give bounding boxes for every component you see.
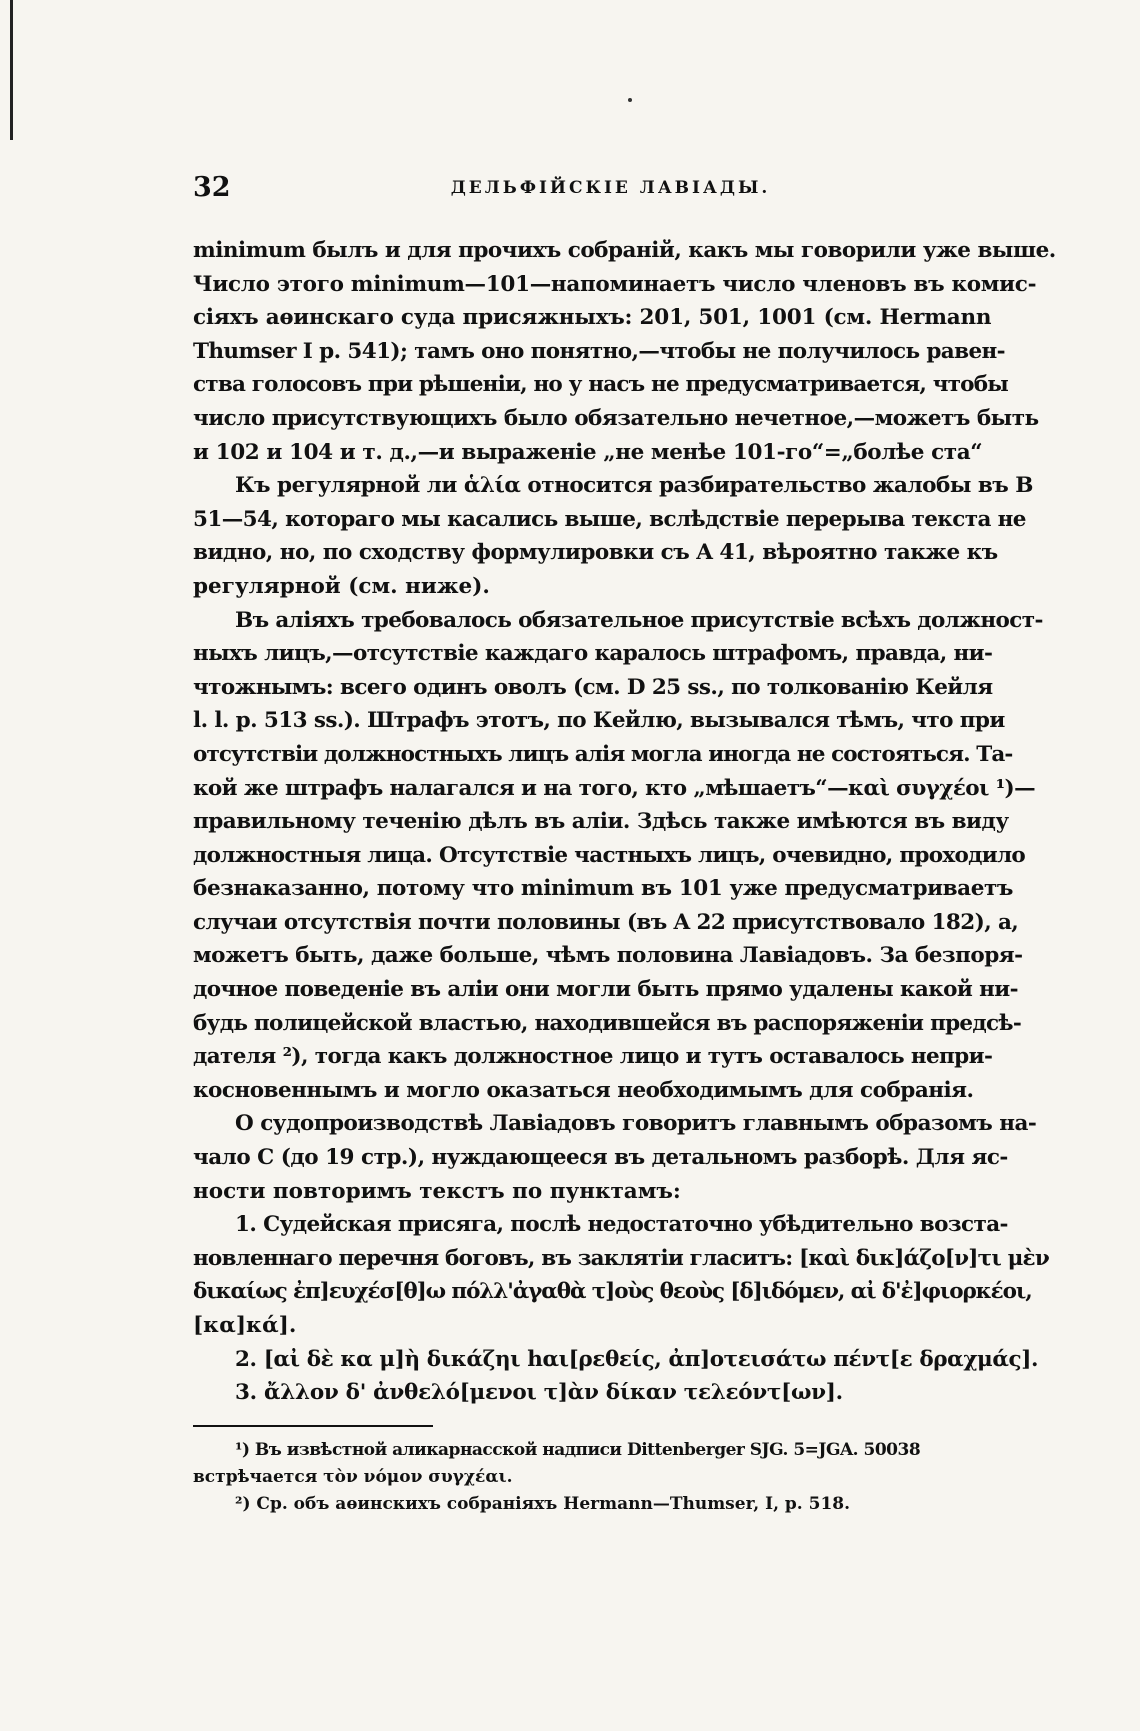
text-line: дочное поведеніе въ аліи они могли быть прямо удалены какой ни- xyxy=(193,977,1018,1003)
text-line: можетъ быть, даже больше, чѣмъ половина Лавіадовъ. За безпоря- xyxy=(193,943,1023,969)
text-line: правильному теченію дѣлъ въ аліи. Здѣсь также имѣются въ виду xyxy=(193,809,1009,835)
page-number: 32 xyxy=(193,172,231,203)
scan-dot xyxy=(628,98,632,102)
body-text xyxy=(193,234,1056,1410)
text-line: δικαίως ἐπ]ευχέσ[θ]ω πόλλ'ἀγαθὰ τ]οὺς θεοὺς [δ]ιδόμεν, αἰ δ'ἐ]φιορκέοι, xyxy=(193,1279,1032,1305)
text-line: Въ аліяхъ требовалось обязательное присутствіе всѣхъ должност- xyxy=(235,607,1043,633)
running-head: ДЕЛЬФІЙСКІЕ ЛАВІАДЫ. xyxy=(450,178,771,198)
text-line: 3. ἄλλον δ' ἀνθελό[μενοι τ]ὰν δίκαν τελεόντ[ων]. xyxy=(235,1380,843,1406)
text-line: число присутствующихъ было обязательно нечетное,—можетъ быть xyxy=(193,405,1039,431)
text-line: 1. Судейская присяга, послѣ недостаточно убѣдительно возста- xyxy=(235,1212,1008,1238)
text-line: 51—54, котораго мы касались выше, вслѣдствіе перерыва текста не xyxy=(193,506,1026,532)
text-line: должностныя лица. Отсутствіе частныхъ лицъ, очевидно, проходило xyxy=(193,842,1026,868)
text-line: дателя ²), тогда какъ должностное лицо и тутъ оставалось непри- xyxy=(193,1044,993,1070)
text-line: [κα]κά]. xyxy=(193,1313,297,1338)
text-line: безнаказанно, потому что minimum въ 101 уже предусматриваетъ xyxy=(193,876,1014,902)
text-line: и 102 и 104 и т. д.,—и выраженіе „не менѣе 101-го“=„болѣе ста“ xyxy=(193,439,983,465)
scan-edge-line xyxy=(10,0,13,140)
text-line: косновеннымъ и могло оказаться необходимымъ для собранія. xyxy=(193,1077,974,1103)
footnote-line: ²) Ср. объ аѳинскихъ собраніяхъ Hermann—Thumser, I, p. 518. xyxy=(235,1494,851,1514)
text-line: будь полицейской властью, находившейся въ распоряженіи предсѣ- xyxy=(193,1010,1022,1036)
text-line: регулярной (см. ниже). xyxy=(193,573,490,599)
text-line: l. l. p. 513 ss.). Штрафъ этотъ, по Кейлю, вызывался тѣмъ, что при xyxy=(193,708,1005,734)
page-header xyxy=(193,172,1028,212)
text-line: minimum былъ и для прочихъ собраній, какъ мы говорили уже выше. xyxy=(193,238,1056,263)
text-line: случаи отсутствія почти половины (въ A 22 присутствовало 182), а, xyxy=(193,909,1019,935)
text-line: новленнаго перечня боговъ, въ заклятіи гласитъ: [καὶ δικ]άζο[ν]τι μὲν xyxy=(193,1245,1049,1271)
text-line: кой же штрафъ налагался и на того, кто „мѣшаетъ“—καὶ συγχέοι ¹)— xyxy=(193,775,1036,801)
text-line: Число этого minimum—101—напоминаетъ число членовъ въ комис- xyxy=(193,271,1037,297)
text-line: сіяхъ аѳинскаго суда присяжныхъ: 201, 501, 1001 (см. Hermann xyxy=(193,305,992,331)
footnotes xyxy=(193,1437,1033,1518)
text-line: О судопроизводствѣ Лавіадовъ говоритъ главнымъ образомъ на- xyxy=(235,1111,1037,1137)
text-line: видно, но, по сходству формулировки съ A 41, вѣроятно также къ xyxy=(193,540,998,566)
footnote-line: встрѣчается τὸν νόμον συγχέαι. xyxy=(193,1467,513,1487)
text-line: 2. [αἰ δὲ κα μ]ὴ δικάζηι hαι[ρεθείς, ἀπ]οτεισάτω πέντ[ε δραχμάς]. xyxy=(235,1346,1039,1372)
text-line: чало C (до 19 стр.), нуждающееся въ детальномъ разборѣ. Для яс- xyxy=(193,1145,1008,1171)
text-line: ства голосовъ при рѣшеніи, но у насъ не предусматривается, чтобы xyxy=(193,372,1008,398)
text-line: отсутствіи должностныхъ лицъ алія могла иногда не состояться. Та- xyxy=(193,741,1013,767)
footnote-rule xyxy=(193,1425,433,1427)
text-line: ныхъ лицъ,—отсутствіе каждаго каралось штрафомъ, правда, ни- xyxy=(193,641,993,667)
text-line: Thumser I p. 541); тамъ оно понятно,—чтобы не получилось равен- xyxy=(193,338,1005,364)
text-line: Къ регулярной ли ἁλία относится разбирательство жалобы въ B xyxy=(235,473,1033,499)
footnote-line: ¹) Въ извѣстной аликарнасской надписи Dittenberger SJG. 5=JGA. 50038 xyxy=(235,1440,921,1460)
text-line: ности повторимъ текстъ по пунктамъ: xyxy=(193,1178,681,1204)
text-line: чтожнымъ: всего одинъ оволъ (см. D 25 ss., по толкованію Кейля xyxy=(193,674,993,700)
